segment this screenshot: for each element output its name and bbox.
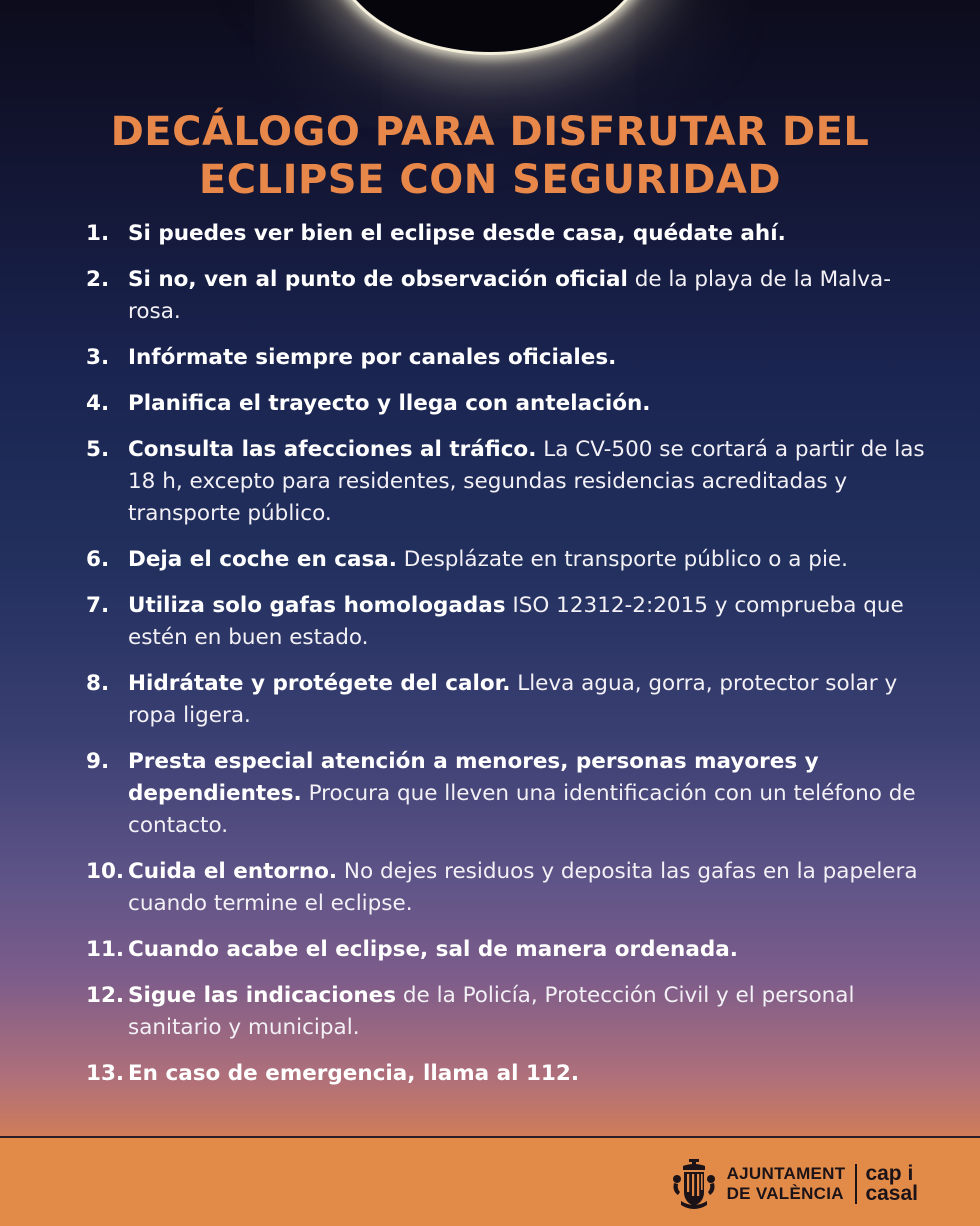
item-bold-text: Deja el coche en casa.	[128, 547, 397, 572]
item-text: No dejes residuos y deposita las gafas en la papelera cuando termine el eclipse.	[128, 859, 918, 916]
item-text: Procura que lleven una identificación con un teléfono de contacto.	[128, 781, 916, 838]
list-item	[86, 218, 926, 250]
item-text: de la playa de la Malva-rosa.	[128, 267, 891, 324]
list-item	[86, 264, 926, 328]
list-item	[86, 434, 926, 530]
safety-tips-list	[86, 218, 926, 1104]
item-bold-text: Cuida el entorno.	[128, 859, 338, 884]
page-title	[0, 108, 980, 204]
item-bold-text: En caso de emergencia, llama al 112.	[128, 1061, 580, 1086]
item-bold-text: Planifica el trayecto y llega con antelación.	[128, 391, 651, 416]
item-text: de la Policía, Protección Civil y el personal sanitario y municipal.	[128, 983, 855, 1040]
item-number: 13.	[86, 1061, 125, 1086]
item-bold-text: Infórmate siempre por canales oficiales.	[128, 345, 617, 370]
list-item	[86, 1058, 926, 1090]
logo-divider	[855, 1164, 857, 1204]
title-line-1: DECÁLOGO PARA DISFRUTAR DEL	[110, 109, 870, 155]
title-line-2: ECLIPSE CON SEGURIDAD	[198, 157, 782, 203]
item-number: 2.	[86, 267, 110, 292]
item-number: 7.	[86, 593, 110, 618]
item-bold-text: Cuando acabe el eclipse, sal de manera ordenada.	[128, 937, 738, 962]
item-number: 1.	[86, 221, 110, 246]
brand-line-2: casal	[865, 1182, 918, 1205]
item-bold-text: Si no, ven al punto de observación oficial	[128, 267, 628, 292]
item-number: 5.	[86, 437, 110, 462]
item-bold-text: Consulta las afecciones al tráfico.	[128, 437, 537, 462]
valencia-coat-of-arms-icon	[671, 1157, 717, 1211]
item-number: 9.	[86, 749, 110, 774]
eclipse-illustration	[330, 0, 650, 52]
list-item	[86, 668, 926, 732]
item-text: La CV-500 se cortará a partir de las 18 h, excepto para residentes, segundas residencias acreditadas y transporte público.	[128, 437, 925, 526]
ajuntament-logo	[671, 1154, 918, 1214]
item-number: 6.	[86, 547, 110, 572]
brand-line-1: cap i	[865, 1162, 914, 1185]
item-number: 11.	[86, 937, 125, 962]
list-item	[86, 856, 926, 920]
ajuntament-wordmark	[727, 1164, 846, 1204]
item-number: 8.	[86, 671, 110, 696]
list-item	[86, 934, 926, 966]
item-bold-text: Sigue las indicaciones	[128, 983, 397, 1008]
item-bold-text: Presta especial atención a menores, personas mayores y dependientes.	[128, 749, 819, 806]
footer-bar	[0, 1136, 980, 1226]
item-number: 10.	[86, 859, 125, 884]
cap-i-casal-wordmark	[865, 1164, 918, 1204]
item-bold-text: Utiliza solo gafas homologadas	[128, 593, 506, 618]
item-bold-text: Si puedes ver bien el eclipse desde casa, quédate ahí.	[128, 221, 786, 246]
item-bold-text: Hidrátate y protégete del calor.	[128, 671, 511, 696]
item-number: 4.	[86, 391, 110, 416]
list-item	[86, 746, 926, 842]
org-name-line-2: DE VALÈNCIA	[726, 1184, 844, 1203]
list-item	[86, 980, 926, 1044]
item-number: 12.	[86, 983, 125, 1008]
list-item	[86, 544, 926, 576]
org-name-line-1: AJUNTAMENT	[726, 1164, 846, 1183]
list-item	[86, 388, 926, 420]
item-text: Lleva agua, gorra, protector solar y ropa ligera.	[128, 671, 898, 728]
list-item	[86, 342, 926, 374]
item-text: ISO 12312-2:2015 y comprueba que estén en buen estado.	[128, 593, 904, 650]
item-number: 3.	[86, 345, 110, 370]
list-item	[86, 590, 926, 654]
item-text: Desplázate en transporte público o a pie.	[396, 547, 848, 572]
